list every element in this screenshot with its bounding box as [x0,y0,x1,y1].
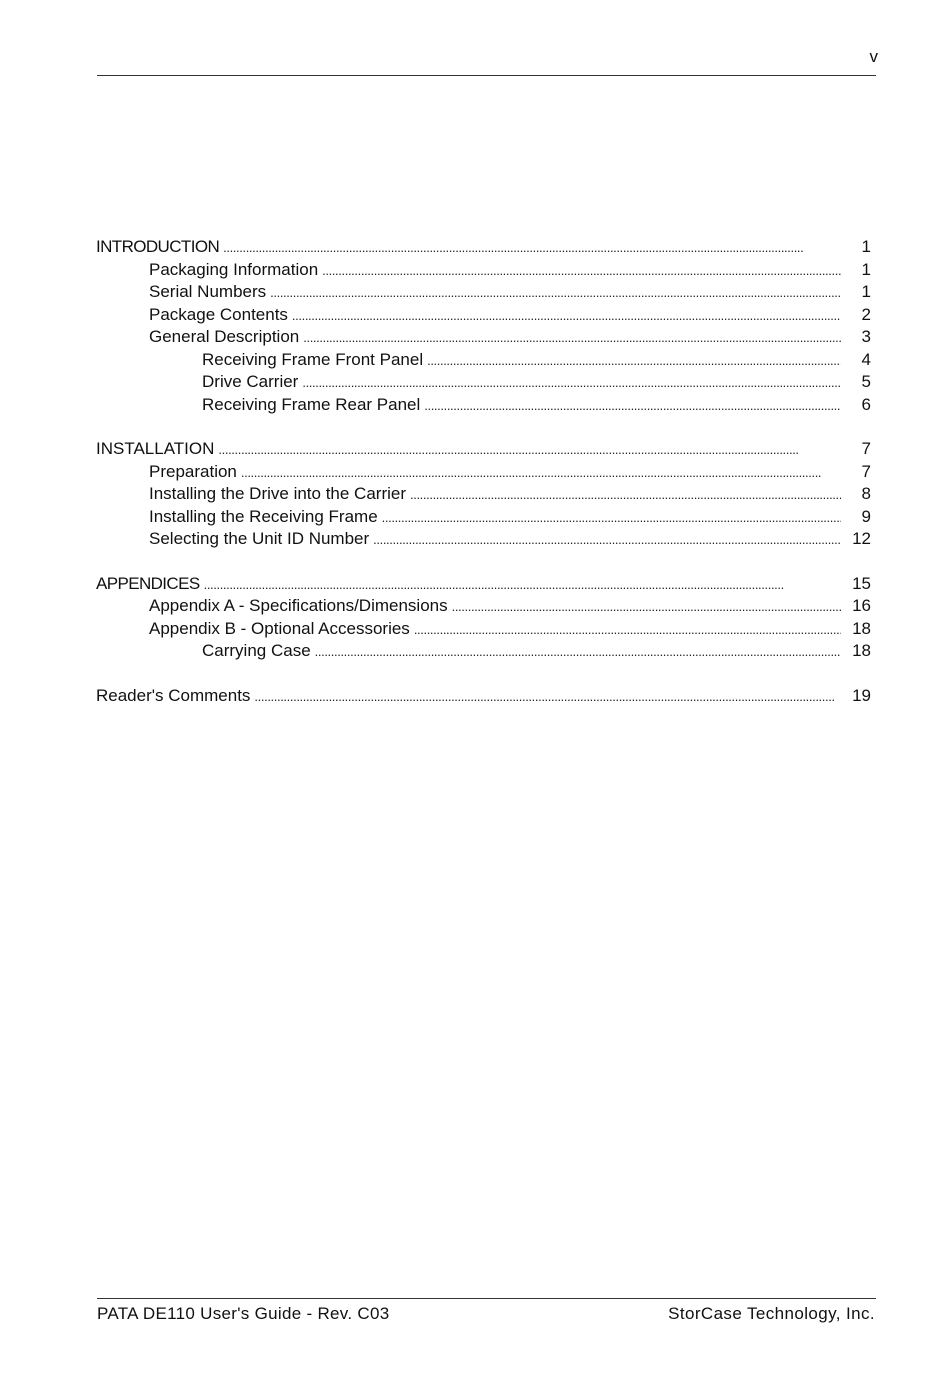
toc-entry [96,259,871,282]
page-number: v [869,47,878,66]
toc-dot-leader [424,395,841,418]
toc-entry [96,371,871,394]
toc-entry-page-number: 9 [861,506,871,526]
toc-entry-page-number: 15 [852,573,871,593]
toc-entry-page-number: 2 [861,304,871,324]
footer-company-name: StorCase Technology, Inc. [668,1304,875,1323]
toc-dot-leader [303,327,841,350]
toc-entry-title: Appendix A - Specifications/Dimensions [149,596,448,615]
toc-entry-page-number: 16 [852,596,871,615]
header-rule [97,75,876,76]
toc-dot-leader [414,619,841,642]
toc-entry-title: General Description [149,327,300,346]
toc-entry [96,349,871,372]
toc-entry-title: Appendix B - Optional Accessories [149,618,410,638]
toc-entry-page-number: 7 [861,439,871,458]
toc-entry-title: APPENDICES [96,573,200,593]
toc-dot-leader [302,372,841,395]
toc-dot-leader [218,439,841,462]
toc-entry-page-number: 6 [861,394,871,414]
toc-dot-leader [270,282,841,305]
toc-dot-leader [315,641,841,664]
toc-entry-title: Preparation [149,461,237,481]
toc-entry-page-number: 5 [861,372,871,391]
toc-dot-leader [322,260,841,283]
toc-entry [96,461,871,484]
toc-entry [96,573,871,596]
toc-entry-title: INTRODUCTION [96,237,220,256]
toc-entry-title: Selecting the Unit ID Number [149,529,370,548]
toc-dot-leader [373,529,841,552]
toc-entry [96,326,871,349]
toc-entry-page-number: 1 [861,237,871,256]
toc-entry [96,281,871,304]
toc-dot-leader [223,237,841,260]
toc-dot-leader [452,596,841,619]
toc-entry-page-number: 4 [861,349,871,369]
toc-entry-title: Packaging Information [149,259,319,279]
toc-entry-page-number: 12 [852,529,871,548]
toc-entry [96,595,871,618]
footer-document-title: PATA DE110 User's Guide - Rev. C03 [97,1304,390,1323]
toc-section [96,573,871,663]
toc-entry [96,528,871,551]
toc-dot-leader [382,507,841,530]
toc-entry [96,394,871,417]
toc-entry-title: Receiving Frame Front Panel [202,349,424,369]
toc-entry [96,506,871,529]
toc-entry-page-number: 1 [861,282,871,301]
toc-entry-page-number: 1 [861,259,871,279]
toc-entry-page-number: 8 [861,484,871,503]
toc-entry-title: Package Contents [149,304,288,324]
table-of-contents [96,236,871,729]
toc-entry [96,640,871,663]
toc-entry-page-number: 18 [852,618,871,638]
toc-entry-page-number: 18 [852,641,871,660]
toc-dot-leader [254,686,841,709]
toc-entry [96,304,871,327]
toc-entry [96,618,871,641]
toc-entry-title: INSTALLATION [96,439,215,458]
toc-entry-title: Reader's Comments [96,685,251,705]
toc-entry-page-number: 7 [861,461,871,481]
toc-entry [96,483,871,506]
toc-entry-page-number: 3 [861,327,871,346]
toc-entry-title: Installing the Receiving Frame [149,506,378,526]
toc-entry-title: Drive Carrier [202,372,299,391]
toc-entry [96,685,871,708]
toc-dot-leader [204,574,841,597]
toc-entry [96,438,871,461]
toc-section [96,438,871,551]
toc-dot-leader [241,462,841,485]
toc-dot-leader [410,484,841,507]
toc-entry-title: Carrying Case [202,641,311,660]
toc-section [96,685,871,708]
toc-entry-page-number: 19 [852,685,871,705]
toc-entry-title: Serial Numbers [149,282,267,301]
toc-dot-leader [292,305,841,328]
toc-entry-title: Installing the Drive into the Carrier [149,484,407,503]
toc-section [96,236,871,416]
toc-dot-leader [427,350,841,373]
toc-entry-title: Receiving Frame Rear Panel [202,394,421,414]
toc-entry [96,236,871,259]
footer-rule [97,1298,876,1299]
